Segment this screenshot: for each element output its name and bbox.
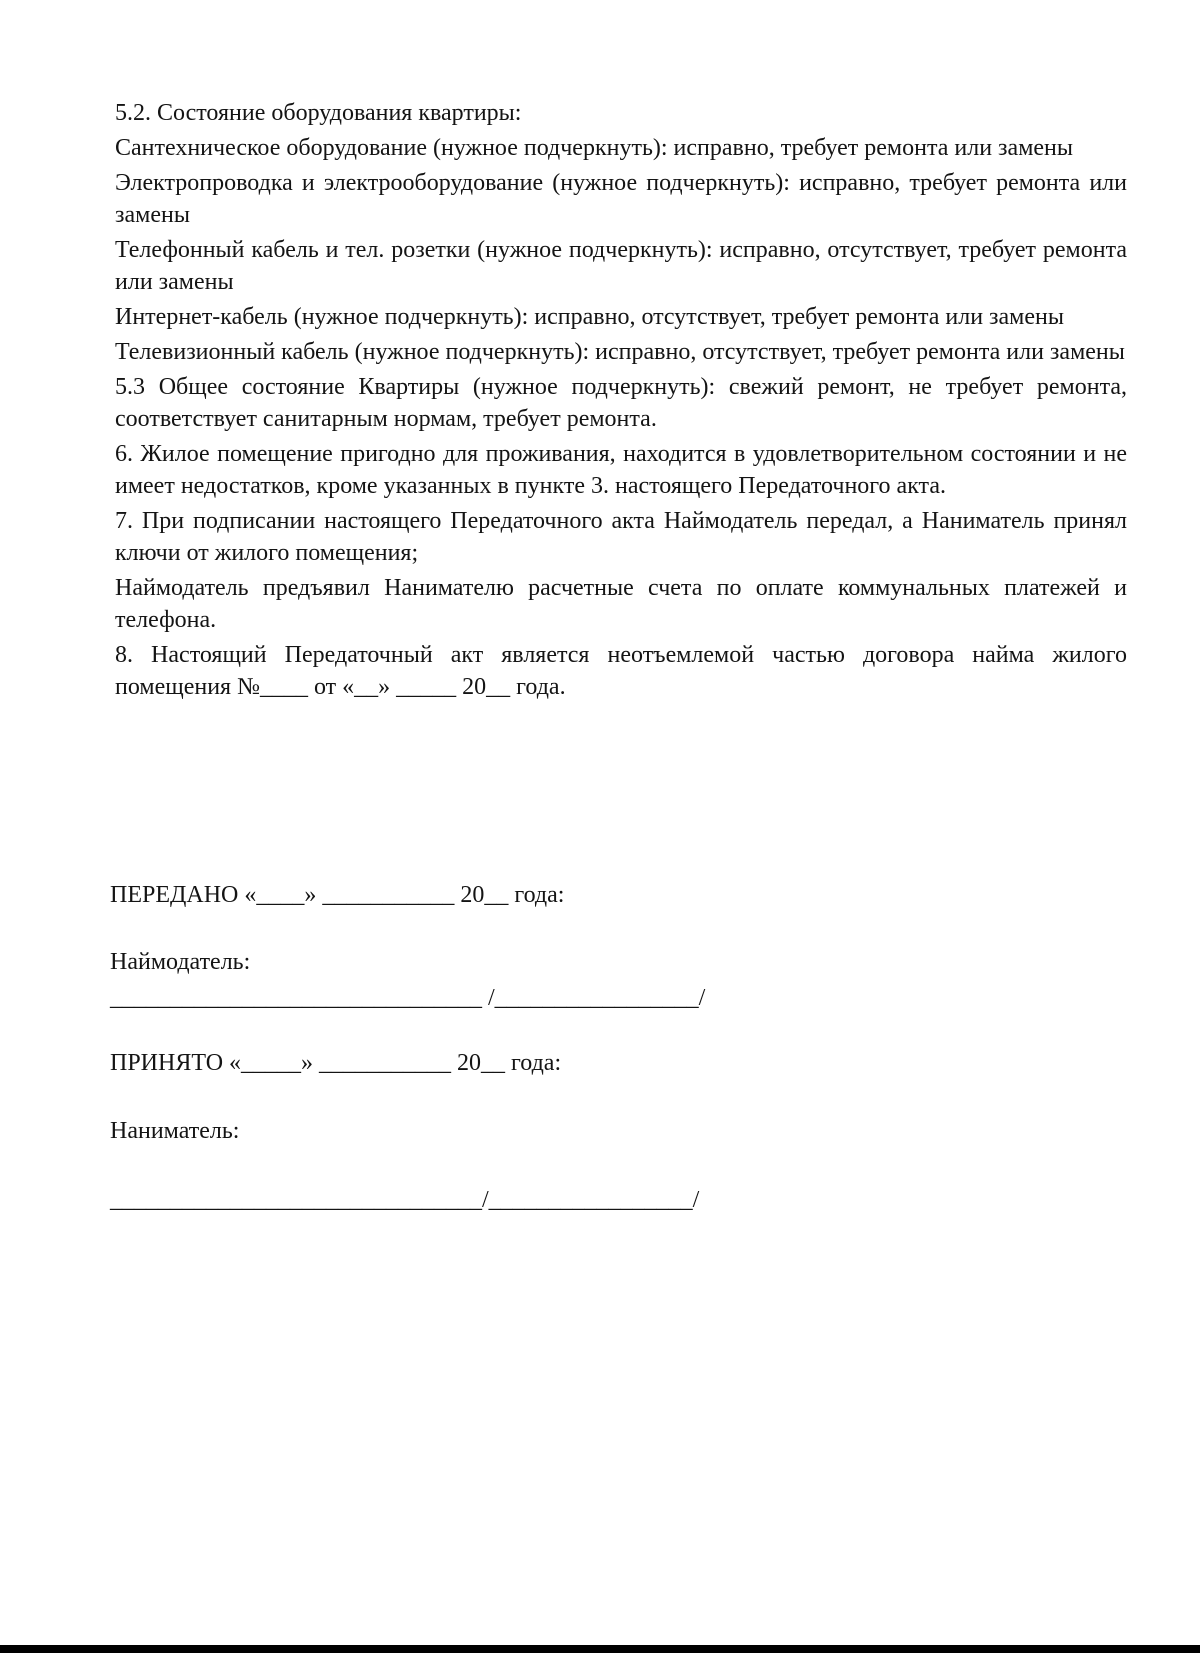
transferred-date-line: ПЕРЕДАНО «____» ___________ 20__ года: [110, 882, 565, 908]
section-7-bills: Наймодатель предъявил Нанимателю расчетные счета по оплате коммунальных платежей и телефона. [115, 575, 1127, 633]
tenant-label: Наниматель: [110, 1118, 240, 1144]
plumbing-condition: Сантехническое оборудование (нужное подчеркнуть): исправно, требует ремонта или замены [115, 135, 1073, 161]
section-7-keys: 7. При подписании настоящего Передаточного акта Наймодатель передал, а Наниматель принял ключи от жилого помещения; [115, 508, 1127, 566]
electrical-condition: Электропроводка и электрооборудование (нужное подчеркнуть): исправно, требует ремонта или замены [115, 170, 1127, 228]
landlord-label: Наймодатель: [110, 949, 251, 975]
section-5-2-heading: 5.2. Состояние оборудования квартиры: [115, 100, 522, 126]
document-body [115, 97, 1127, 706]
scan-edge-bar [0, 1645, 1200, 1653]
section-6-habitability: 6. Жилое помещение пригодно для проживания, находится в удовлетворительном состоянии и не имеет недостатков, кроме указанных в пункте 3. настоящего Передаточного акта. [115, 441, 1127, 499]
tv-cable-condition: Телевизионный кабель (нужное подчеркнуть): исправно, отсутствует, требует ремонта или замены [115, 339, 1125, 365]
internet-cable-condition: Интернет-кабель (нужное подчеркнуть): исправно, отсутствует, требует ремонта или замены [115, 304, 1064, 330]
phone-cable-condition: Телефонный кабель и тел. розетки (нужное подчеркнуть): исправно, отсутствует, требует ремонта или замены [115, 237, 1127, 295]
landlord-signature-line: _______________________________ /_________________/ [110, 985, 706, 1011]
accepted-date-line: ПРИНЯТО «_____» ___________ 20__ года: [110, 1050, 562, 1076]
tenant-signature-line: _______________________________/_________________/ [110, 1187, 700, 1213]
section-8-contract-reference: 8. Настоящий Передаточный акт является неотъемлемой частью договора найма жилого помещения №____ от «__» _____ 20__ года. [115, 642, 1127, 700]
section-5-3-general-condition: 5.3 Общее состояние Квартиры (нужное подчеркнуть): свежий ремонт, не требует ремонта, соответствует санитарным нормам, требует ремонта. [115, 374, 1127, 432]
